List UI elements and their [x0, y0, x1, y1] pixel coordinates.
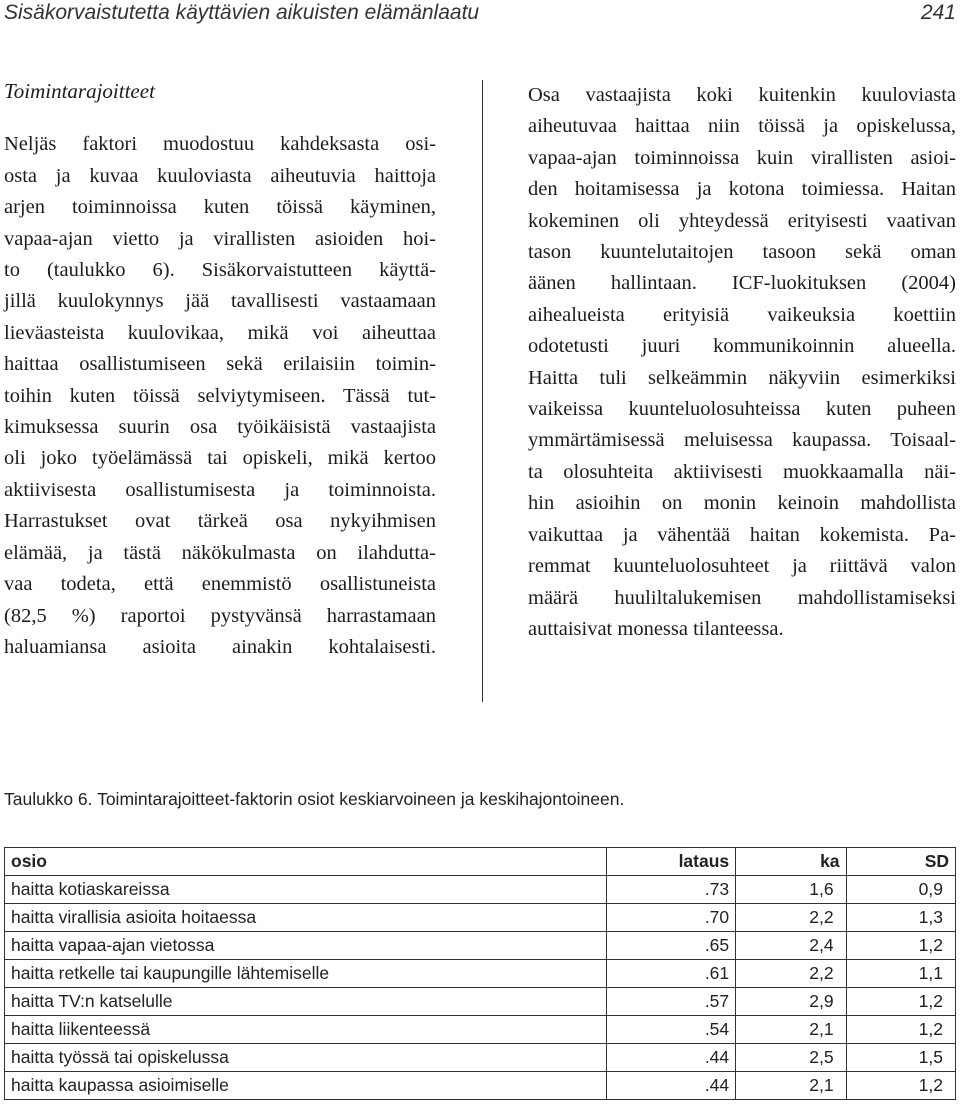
- cell-sd: 1,5: [846, 1044, 955, 1072]
- running-head-title: Sisäkorvaistutetta käyttävien aikuisten elämänlaatu: [4, 1, 480, 24]
- left-column: [4, 76, 436, 663]
- table-row: [5, 876, 956, 904]
- text-line: auttaisivat monessa tilanteessa.: [528, 617, 784, 640]
- text-line: vaikeissa kuunteluolosuhteissa kuten puheen: [528, 398, 956, 421]
- cell-osio: haitta kotiaskareissa: [5, 876, 607, 904]
- table-caption: Taulukko 6. Toimintarajoitteet-faktorin osiot keskiarvoineen ja keskihajontoineen.: [4, 789, 625, 809]
- right-column: [528, 80, 956, 645]
- column-divider: [482, 80, 483, 702]
- text-line: aiheutuvaa haittaa niin töissä ja opiskelussa,: [528, 115, 956, 138]
- cell-lataus: .61: [606, 960, 735, 988]
- text-line: määrä huuliltalukemisen mahdollistamiseksi: [528, 586, 956, 609]
- text-line: vapaa-ajan toiminnoissa kuin virallisten asioi-: [528, 146, 956, 169]
- header-ka: ka: [736, 848, 846, 876]
- text-line: aihealueista erityisiä vaikeuksia koettiin: [528, 303, 956, 326]
- cell-lataus: .73: [606, 876, 735, 904]
- text-line: kimuksessa suurin osa työikäisistä vastaajista: [4, 416, 436, 439]
- text-line: Osa vastaajista koki kuitenkin kuuloviasta: [528, 84, 956, 106]
- text-line: äänen hallintaan. ICF-luokituksen (2004): [528, 272, 956, 295]
- cell-ka: 2,5: [736, 1044, 846, 1072]
- running-head: [4, 0, 956, 28]
- text-line: elämää, ja tästä näkökulmasta on ilahdutta-: [4, 541, 436, 564]
- header-lataus: lataus: [606, 848, 735, 876]
- cell-sd: 1,1: [846, 960, 955, 988]
- text-line: Neljäs faktori muodostuu kahdeksasta osi-: [4, 133, 436, 156]
- text-line: remmat kuunteluolosuhteet ja riittävä valon: [528, 555, 956, 578]
- text-line: arjen toiminnoissa kuten töissä käyminen,: [4, 196, 436, 219]
- cell-osio: haitta työssä tai opiskelussa: [5, 1044, 607, 1072]
- cell-osio: haitta retkelle tai kaupungille lähtemiselle: [5, 960, 607, 988]
- cell-sd: 1,2: [846, 1072, 955, 1100]
- cell-ka: 2,1: [736, 1072, 846, 1100]
- table-row: [5, 1072, 956, 1100]
- text-line: hin asioihin on monin keinoin mahdollista: [528, 492, 956, 515]
- text-line: ymmärtämisessä meluisessa kaupassa. Toisaal-: [528, 429, 956, 452]
- text-line: osta ja kuvaa kuuloviasta aiheutuvia haittoja: [4, 164, 436, 187]
- cell-sd: 1,2: [846, 988, 955, 1016]
- table-row: [5, 932, 956, 960]
- cell-ka: 1,6: [736, 876, 846, 904]
- data-table: [4, 847, 956, 1100]
- text-line: oli joko työelämässä tai opiskeli, mikä kertoo: [4, 447, 436, 470]
- cell-osio: haitta liikenteessä: [5, 1016, 607, 1044]
- text-line: vaikuttaa ja vähentää haitan kokemista. Pa-: [528, 523, 956, 546]
- cell-osio: haitta virallisia asioita hoitaessa: [5, 904, 607, 932]
- cell-lataus: .44: [606, 1072, 735, 1100]
- text-line: ta olosuhteita aktiivisesti muokkaamalla näi-: [528, 460, 956, 483]
- text-line: haluamiansa asioita ainakin kohtalaisesti.: [4, 635, 436, 658]
- cell-ka: 2,2: [736, 960, 846, 988]
- cell-sd: 0,9: [846, 876, 955, 904]
- cell-ka: 2,9: [736, 988, 846, 1016]
- table-header-row: [5, 848, 956, 876]
- table-row: [5, 960, 956, 988]
- text-line: to (taulukko 6). Sisäkorvaistutteen käyttä-: [4, 259, 436, 282]
- text-line: kokeminen oli yhteydessä erityisesti vaativan: [528, 209, 956, 232]
- text-line: Haitta tuli selkeämmin näkyviin esimerkiksi: [528, 366, 956, 389]
- cell-osio: haitta kaupassa asioimiselle: [5, 1072, 607, 1100]
- cell-sd: 1,2: [846, 1016, 955, 1044]
- text-line: Harrastukset ovat tärkeä osa nykyihmisen: [4, 510, 436, 533]
- cell-lataus: .44: [606, 1044, 735, 1072]
- cell-lataus: .57: [606, 988, 735, 1016]
- right-paragraph: [528, 80, 956, 645]
- section-heading: Toimintarajoitteet: [4, 79, 155, 103]
- header-osio: osio: [5, 848, 607, 876]
- table-row: [5, 1044, 956, 1072]
- text-line: vaa todeta, että enemmistö osallistuneista: [4, 573, 436, 596]
- left-paragraph: [4, 129, 436, 663]
- page-number: 241: [920, 1, 956, 24]
- table-row: [5, 988, 956, 1016]
- header-sd: SD: [846, 848, 955, 876]
- text-line: aktiivisesta osallistumisesta ja toiminnoista.: [4, 478, 436, 501]
- cell-osio: haitta TV:n katselulle: [5, 988, 607, 1016]
- cell-sd: 1,3: [846, 904, 955, 932]
- text-line: toihin kuten töissä selviytymiseen. Tässä tut-: [4, 384, 436, 407]
- cell-lataus: .54: [606, 1016, 735, 1044]
- table-row: [5, 904, 956, 932]
- cell-ka: 2,2: [736, 904, 846, 932]
- cell-sd: 1,2: [846, 932, 955, 960]
- text-line: jillä kuulokynnys jää tavallisesti vastaamaan: [4, 290, 436, 313]
- cell-lataus: .65: [606, 932, 735, 960]
- text-line: tason kuuntelutaitojen tasoon sekä oman: [528, 241, 956, 264]
- text-line: haittaa osallistumiseen sekä erilaisiin toimin-: [4, 353, 436, 376]
- text-line: lieväasteista kuulovikaa, mikä voi aiheuttaa: [4, 321, 436, 344]
- table-row: [5, 1016, 956, 1044]
- cell-ka: 2,1: [736, 1016, 846, 1044]
- text-line: vapaa-ajan vietto ja virallisten asioiden hoi-: [4, 227, 436, 250]
- text-line: odotetusti juuri kommunikoinnin alueella.: [528, 335, 956, 358]
- text-line: den hoitamisessa ja kotona toimiessa. Haitan: [528, 178, 956, 201]
- cell-lataus: .70: [606, 904, 735, 932]
- cell-osio: haitta vapaa-ajan vietossa: [5, 932, 607, 960]
- text-line: (82,5 %) raportoi pystyvänsä harrastamaan: [4, 604, 436, 627]
- cell-ka: 2,4: [736, 932, 846, 960]
